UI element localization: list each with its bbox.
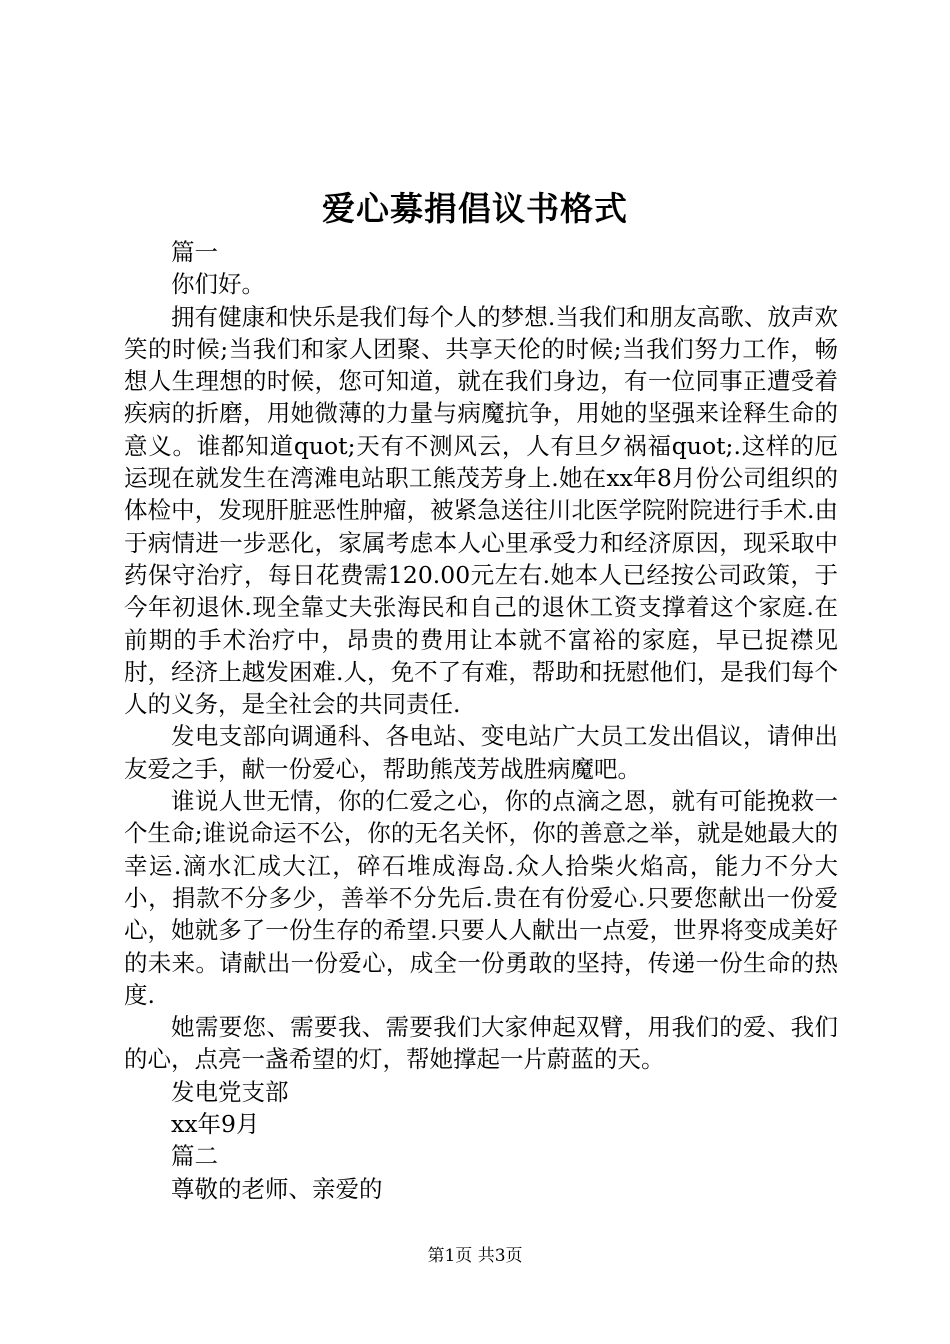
page-title: 爱心募捐倡议书格式	[322, 189, 628, 228]
greeting: 你们好。	[171, 270, 265, 299]
section-heading-1: 篇一	[171, 238, 218, 266]
document-body	[124, 236, 838, 1205]
page-footer: 第1页 共3页	[427, 1246, 523, 1266]
salutation: 尊敬的老师、亲爱的	[171, 1174, 383, 1203]
section-heading-2: 篇二	[171, 1142, 218, 1171]
signature-date: xx年9月	[171, 1110, 260, 1139]
paragraph-body-4: 她需要您、需要我、需要我们大家伸起双臂，用我们的爱、我们的心，点亮一盏希望的灯，帮她撑起一片蔚蓝的天。	[124, 1013, 838, 1074]
paragraph-body-2: 发电支部向调通科、各电站、变电站广大员工发出倡议，请伸出友爱之手，献一份爱心，帮助熊茂芳战胜病魔吧。	[124, 722, 838, 783]
paragraph-body-3: 谁说人世无情，你的仁爱之心，你的点滴之恩，就有可能挽救一个生命;谁说命运不公，你的无名关怀，你的善意之举，就是她最大的幸运.滴水汇成大江，碎石堆成海岛.众人拾柴火焰高，能力不分大小，捐款不分多少，善举不分先后.贵在有份爱心.只要您献出一份爱心，她就多了一份生存的希望.只要人人献出一点爱，世界将变成美好的未来。请献出一份爱心，成全一份勇敢的坚持，传递一份生命的热度.	[124, 787, 838, 1009]
signature-org: 发电党支部	[171, 1077, 289, 1106]
paragraph-body-1: 拥有健康和快乐是我们每个人的梦想.当我们和朋友高歌、放声欢笑的时候;当我们和家人团聚、共享天伦的时候;当我们努力工作，畅想人生理想的时候，您可知道，就在我们身边，有一位同事正遭受着疾病的折磨，用她微薄的力量与病魔抗争，用她的坚强来诠释生命的意义。谁都知道quot;天有不测风云，人有旦夕祸福quot;.这样的厄运现在就发生在湾滩电站职工熊茂芳身上.她在xx年8月份公司组织的体检中，发现肝脏恶性肿瘤，被紧急送往川北医学院附院进行手术.由于病情进一步恶化，家属考虑本人心里承受力和经济原因，现采取中药保守治疗，每日花费需120.00元左右.她本人已经按公司政策，于今年初退休.现全靠丈夫张海民和自己的退休工资支撑着这个家庭.在前期的手术治疗中，昂贵的费用让本就不富裕的家庭，早已捉襟见肘，经济上越发困难.人，免不了有难，帮助和抚慰他们，是我们每个人的义务，是全社会的共同责任.	[124, 302, 838, 719]
